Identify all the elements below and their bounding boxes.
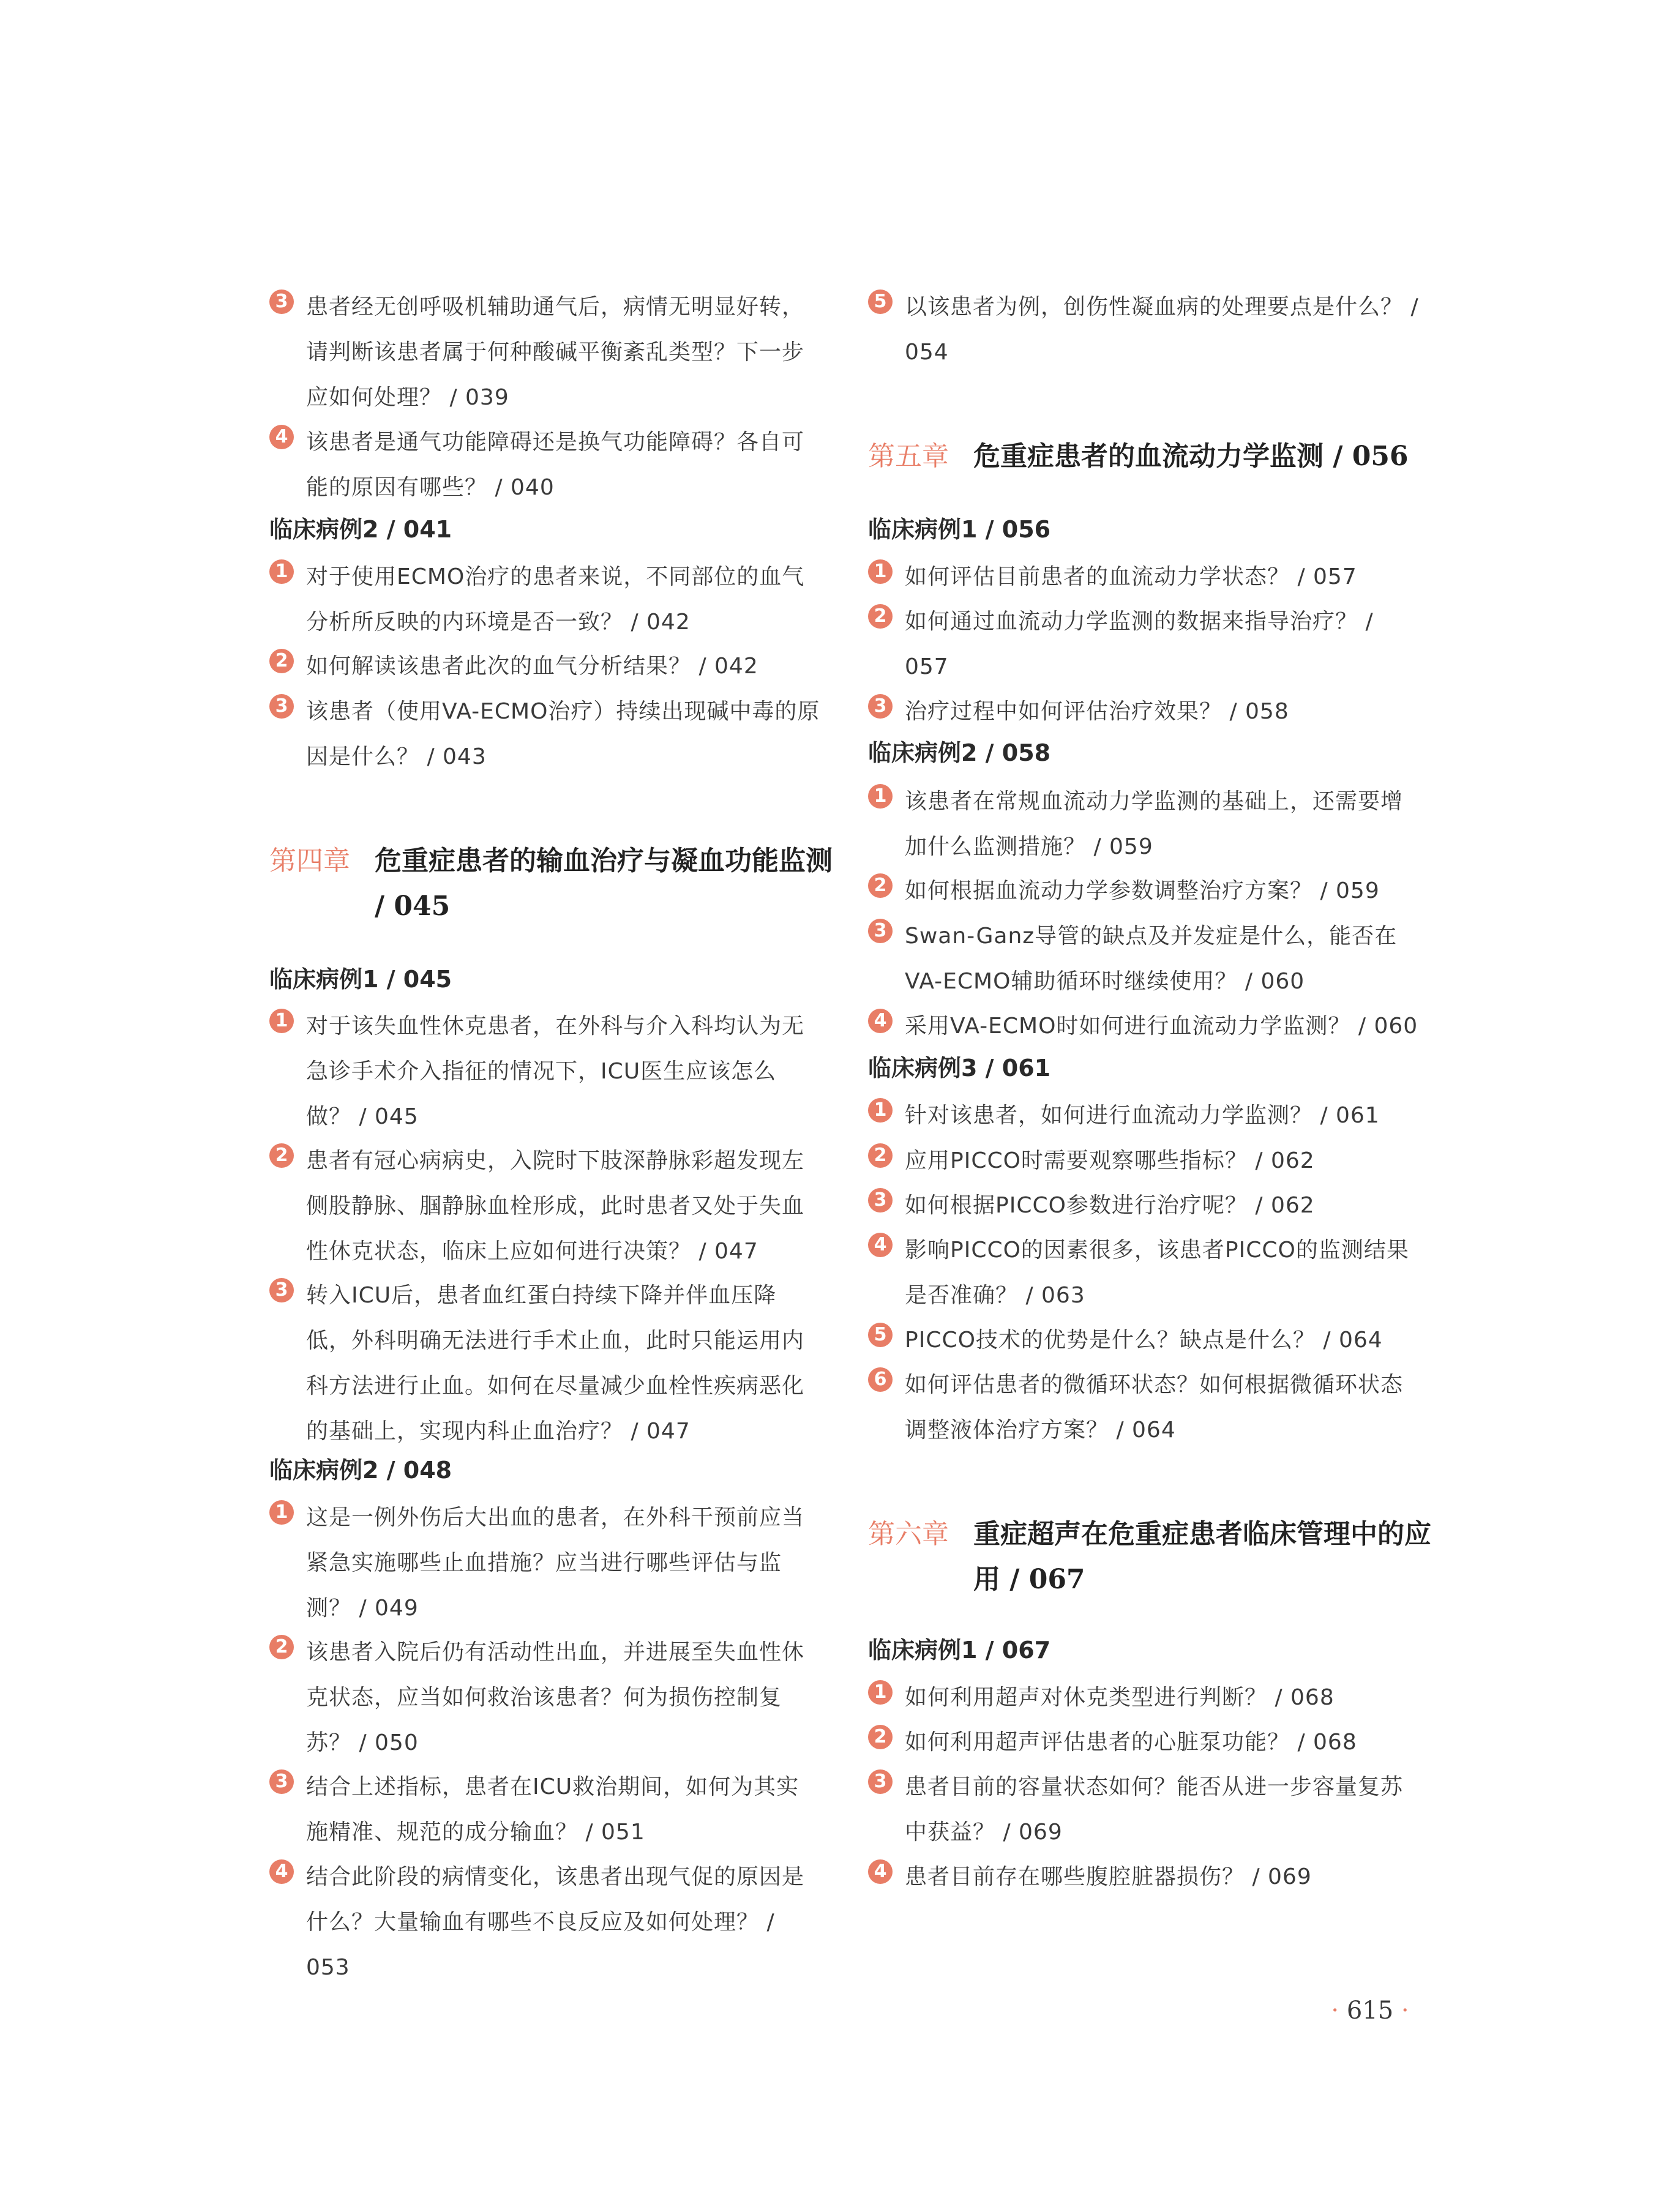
chapter-title: 危重症患者的输血治疗与凝血功能监测 / 045 xyxy=(375,845,833,922)
number-badge: 3 xyxy=(868,694,893,719)
chapter-title: 危重症患者的血流动力学监测 / 056 xyxy=(973,441,1409,472)
question-text: 转入ICU后，患者血红蛋白持续下降并伴血压降低，外科明确无法进行手术止血，此时只能运用内科方法进行止血。如何在尽量减少血栓性疾病恶化的基础上，实现内科止血治疗？ / 047 xyxy=(306,1283,805,1444)
number-badge: 2 xyxy=(269,649,294,673)
case-heading: 临床病例2 / 041 xyxy=(269,516,452,543)
chapter-number: 第六章 xyxy=(868,1519,949,1550)
number-badge: 4 xyxy=(868,1859,893,1884)
number-badge: 1 xyxy=(269,559,294,584)
case-heading: 临床病例1 / 045 xyxy=(269,966,452,993)
case-heading: 临床病例1 / 067 xyxy=(868,1637,1051,1664)
question-text: 患者目前存在哪些腹腔脏器损伤？ / 069 xyxy=(905,1864,1312,1889)
number-badge: 3 xyxy=(868,1188,893,1212)
bullet-dot-icon: · xyxy=(1401,1997,1409,2025)
number-badge: 5 xyxy=(868,290,893,314)
number-badge: 4 xyxy=(269,1859,294,1884)
question-text: 结合上述指标，患者在ICU救治期间，如何为其实施精准、规范的成分输血？ / 051 xyxy=(306,1774,799,1845)
number-badge: 3 xyxy=(269,1769,294,1794)
question-text: 如何根据血流动力学参数调整治疗方案？ / 059 xyxy=(905,878,1380,903)
question-text: PICCO技术的优势是什么？缺点是什么？ / 064 xyxy=(905,1328,1383,1353)
question-text: 影响PICCO的因素很多，该患者PICCO的监测结果是否准确？ / 063 xyxy=(905,1238,1409,1308)
number-badge: 6 xyxy=(868,1367,893,1392)
number-badge: 1 xyxy=(868,1098,893,1123)
number-badge: 1 xyxy=(868,784,893,809)
chapter-number: 第四章 xyxy=(269,845,350,876)
number-badge: 3 xyxy=(868,1769,893,1794)
question-text: 患者有冠心病病史，入院时下肢深静脉彩超发现左侧股静脉、腘静脉血栓形成，此时患者又处于失血性休克状态，临床上应如何进行决策？ / 047 xyxy=(306,1148,805,1264)
question-text: 该患者在常规血流动力学监测的基础上，还需要增加什么监测措施？ / 059 xyxy=(905,789,1404,859)
case-heading: 临床病例3 / 061 xyxy=(868,1055,1051,1082)
number-badge: 2 xyxy=(868,1143,893,1168)
number-badge: 2 xyxy=(269,1143,294,1168)
number-badge: 2 xyxy=(868,873,893,898)
number-badge: 1 xyxy=(269,1500,294,1525)
question-text: 如何利用超声评估患者的心脏泵功能？ / 068 xyxy=(905,1730,1357,1755)
question-text: 对于使用ECMO治疗的患者来说，不同部位的血气分析所反映的内环境是否一致？ / 042 xyxy=(306,564,805,635)
number-badge: 3 xyxy=(868,919,893,943)
case-heading: 临床病例1 / 056 xyxy=(868,516,1051,543)
chapter-number: 第五章 xyxy=(868,441,949,472)
question-text: Swan-Ganz导管的缺点及并发症是什么，能否在VA-ECMO辅助循环时继续使用？ / 060 xyxy=(905,924,1398,994)
question-text: 该患者入院后仍有活动性出血，并进展至失血性休克状态，应当如何救治该患者？何为损伤控制复苏？ / 050 xyxy=(306,1640,805,1755)
question-text: 患者目前的容量状态如何？能否从进一步容量复苏中获益？ / 069 xyxy=(905,1774,1404,1845)
question-text: 对于该失血性休克患者，在外科与介入科均认为无急诊手术介入指征的情况下，ICU医生应该怎么做？ / 045 xyxy=(306,1014,805,1129)
chapter-title: 重症超声在危重症患者临床管理中的应用 / 067 xyxy=(973,1519,1431,1595)
number-badge: 4 xyxy=(868,1233,893,1257)
question-text: 如何根据PICCO参数进行治疗呢？ / 062 xyxy=(905,1193,1315,1218)
question-text: 以该患者为例，创伤性凝血病的处理要点是什么？ / 054 xyxy=(905,294,1419,365)
question-text: 采用VA-ECMO时如何进行血流动力学监测？ / 060 xyxy=(905,1014,1418,1039)
number-badge: 2 xyxy=(269,1635,294,1659)
question-text: 患者经无创呼吸机辅助通气后，病情无明显好转，请判断该患者属于何种酸碱平衡紊乱类型？下一步应如何处理？ / 039 xyxy=(306,294,805,410)
number-badge: 4 xyxy=(868,1009,893,1033)
number-badge: 1 xyxy=(868,559,893,584)
number-badge: 3 xyxy=(269,1278,294,1302)
bullet-dot-icon: · xyxy=(1331,1997,1339,2025)
number-badge: 4 xyxy=(269,425,294,449)
question-text: 该患者（使用VA-ECMO治疗）持续出现碱中毒的原因是什么？ / 043 xyxy=(306,699,820,769)
question-text: 结合此阶段的病情变化，该患者出现气促的原因是什么？大量输血有哪些不良反应及如何处理？ / 053 xyxy=(306,1864,805,1980)
page-number-value: 615 xyxy=(1346,1997,1394,2025)
number-badge: 1 xyxy=(269,1009,294,1033)
question-text: 针对该患者，如何进行血流动力学监测？ / 061 xyxy=(905,1103,1380,1128)
case-heading: 临床病例2 / 058 xyxy=(868,739,1051,766)
number-badge: 1 xyxy=(868,1680,893,1705)
question-text: 如何解读该患者此次的血气分析结果？ / 042 xyxy=(306,654,758,679)
question-text: 如何利用超声对休克类型进行判断？ / 068 xyxy=(905,1685,1335,1710)
number-badge: 3 xyxy=(269,290,294,314)
question-text: 如何评估患者的微循环状态？如何根据微循环状态调整液体治疗方案？ / 064 xyxy=(905,1372,1404,1443)
page-number xyxy=(1315,1997,1425,2025)
question-text: 如何评估目前患者的血流动力学状态？ / 057 xyxy=(905,564,1357,589)
question-text: 如何通过血流动力学监测的数据来指导治疗？ / 057 xyxy=(905,609,1374,679)
number-badge: 2 xyxy=(868,1725,893,1749)
question-text: 该患者是通气功能障碍还是换气功能障碍？各自可能的原因有哪些？ / 040 xyxy=(306,430,805,500)
question-text: 治疗过程中如何评估治疗效果？ / 058 xyxy=(905,699,1289,724)
question-text: 这是一例外伤后大出血的患者，在外科干预前应当紧急实施哪些止血措施？应当进行哪些评估与监测？ / 049 xyxy=(306,1505,805,1621)
question-text: 应用PICCO时需要观察哪些指标？ / 062 xyxy=(905,1148,1315,1173)
number-badge: 2 xyxy=(868,604,893,629)
number-badge: 3 xyxy=(269,694,294,719)
number-badge: 5 xyxy=(868,1323,893,1347)
case-heading: 临床病例2 / 048 xyxy=(269,1457,452,1484)
